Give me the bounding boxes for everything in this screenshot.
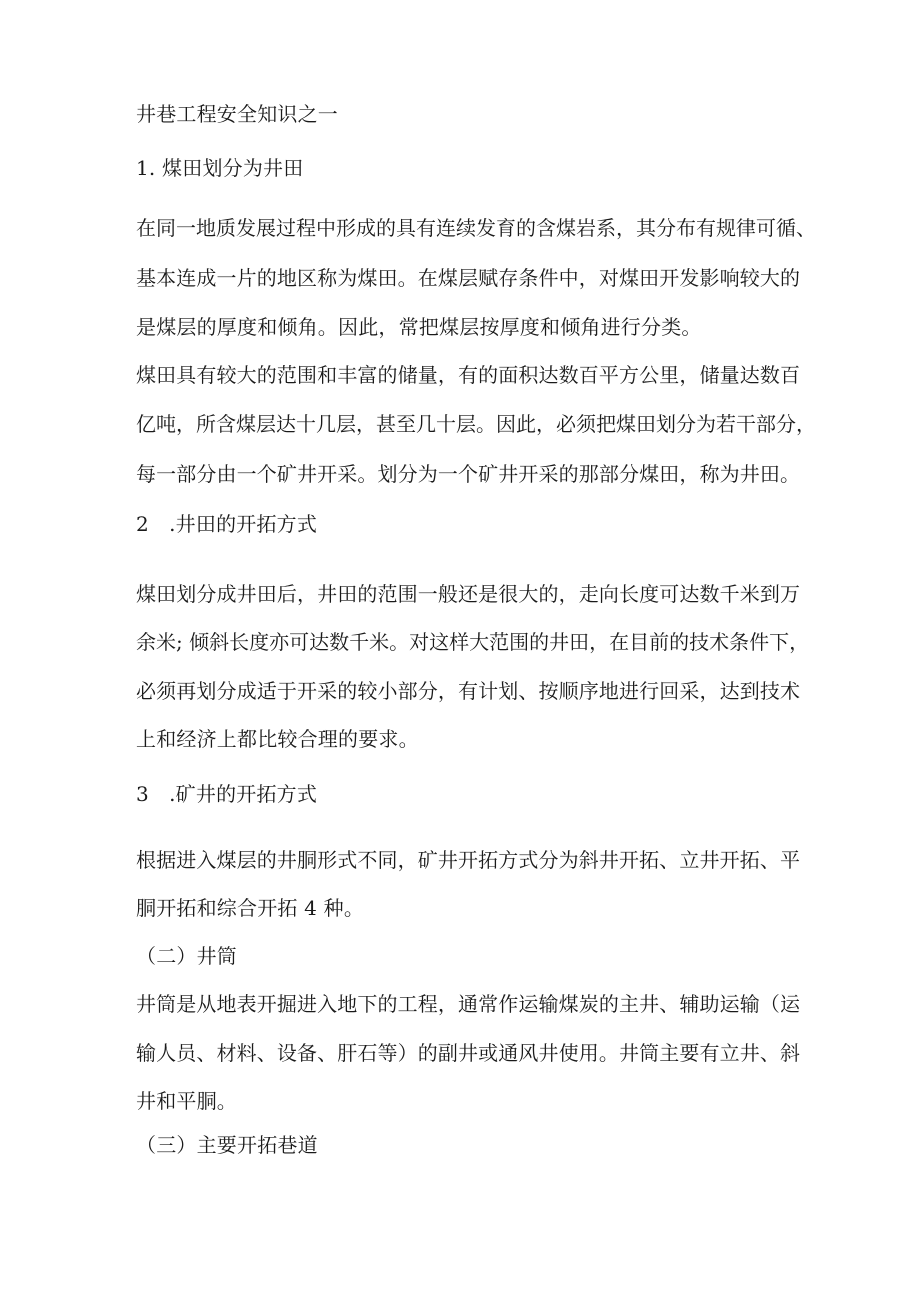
paragraph-line: 必须再划分成适于开采的较小部分，有计划、按顺序地进行回采，达到技术 [136,679,800,703]
paragraph-line: 每一部分由一个矿井开采。划分为一个矿井开采的那部分煤田，称为井田。 [136,462,800,486]
paragraph-line: 输人员、材料、设备、肝石等）的副井或通风井使用。井筒主要有立井、斜 [136,1041,800,1065]
paragraph-line: 井筒是从地表开掘进入地下的工程，通常作运输煤炭的主井、辅助运输（运 [136,992,800,1016]
paragraph-line: 基本连成一片的地区称为煤田。在煤层赋存条件中，对煤田开发影响较大的 [136,266,800,290]
paragraph-line: 根据进入煤层的井胴形式不同，矿井开拓方式分为斜井开拓、立井开拓、平 [136,848,800,872]
section-heading-2: 2 .井田的开拓方式 [136,512,318,536]
section-heading-3: 3 .矿井的开拓方式 [136,782,318,806]
paragraph-line: 井和平胴。 [136,1089,237,1113]
paragraph-line: 在同一地质发展过程中形成的具有连续发育的含煤岩系，其分布有规律可循、 [136,216,816,240]
document-title: 井巷工程安全知识之一 [136,102,338,126]
paragraph-line: 上和经济上都比较合理的要求。 [136,727,419,751]
paragraph-line: 亿吨，所含煤层达十几层，甚至几十层。因此，必须把煤田划分为若干部分， [136,412,816,436]
section-heading-5: （三）主要开拓巷道 [136,1133,318,1157]
section-heading-4: （二）井筒 [136,944,237,968]
section-heading-1: 1. 煤田划分为井田 [136,156,304,180]
paragraph-line: 余米; 倾斜长度亦可达数千米。对这样大范围的井田，在目前的技术条件下， [136,630,810,654]
paragraph-line: 煤田具有较大的范围和丰富的储量，有的面积达数百平方公里，储量达数百 [136,363,800,387]
paragraph-line: 煤田划分成井田后，井田的范围一般还是很大的，走向长度可达数千米到万 [136,582,800,606]
paragraph-line: 是煤层的厚度和倾角。因此，常把煤层按厚度和倾角进行分类。 [136,315,702,339]
paragraph-line: 胴开拓和综合开拓 4 种。 [136,896,365,920]
